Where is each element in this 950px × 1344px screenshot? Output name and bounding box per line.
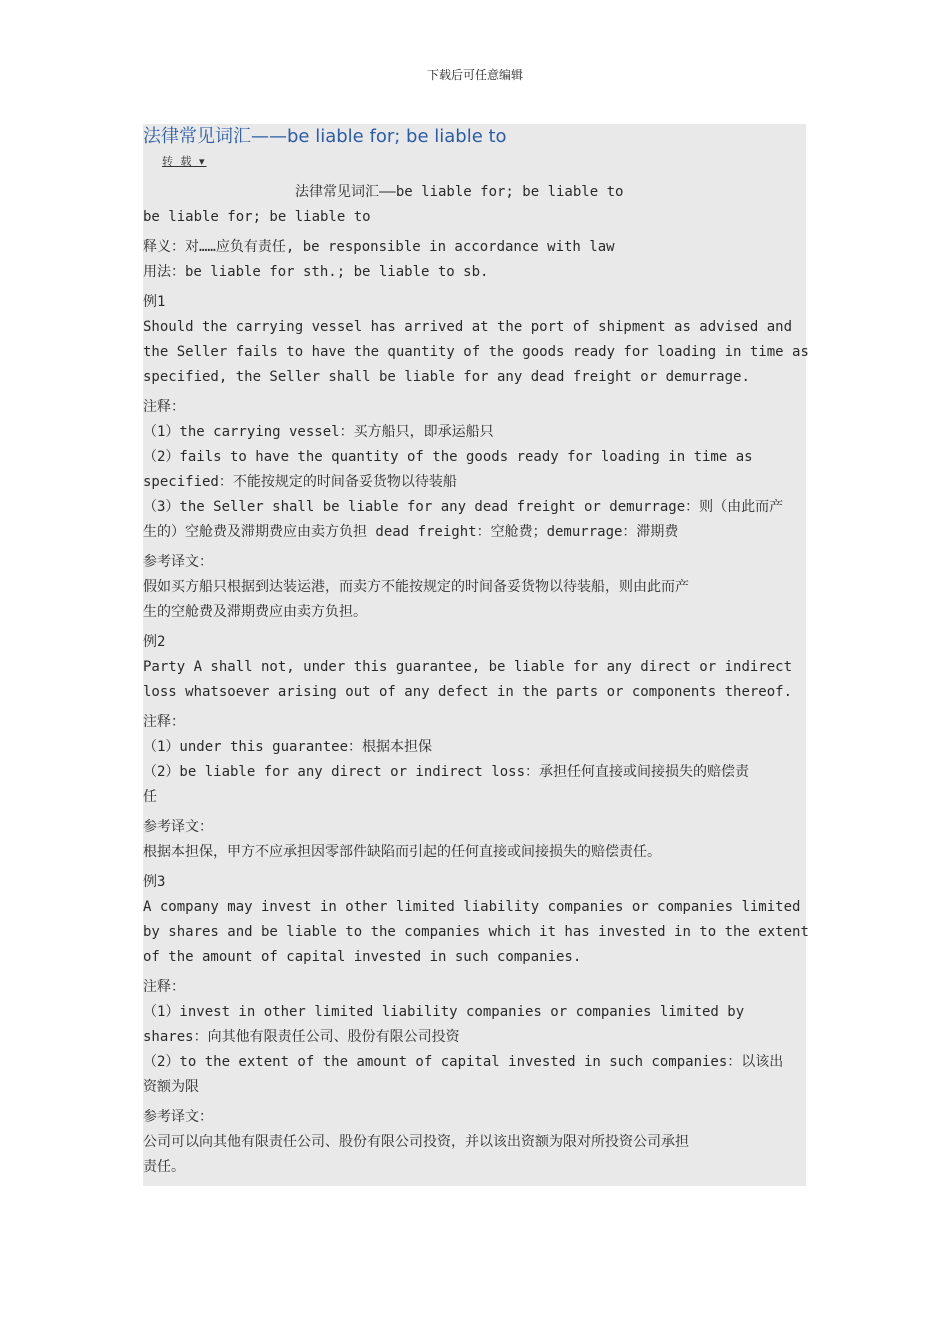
text-line: 注释： (143, 979, 185, 995)
text-line: 参考译文： (143, 819, 213, 835)
text-line: the Seller fails to have the quantity of the goods ready for loading in time as (143, 344, 809, 360)
text-line: 用法：be liable for sth.; be liable to sb. (143, 264, 489, 280)
text-line: 责任。 (143, 1159, 185, 1175)
text-line: 参考译文： (143, 1109, 213, 1125)
article-title[interactable]: 法律常见词汇——be liable for; be liable to (143, 126, 507, 147)
text-line: 任 (143, 789, 157, 805)
text-line: specified, the Seller shall be liable for any dead freight or demurrage. (143, 369, 750, 385)
article-body (143, 205, 809, 1180)
text-line: （3）the Seller shall be liable for any dead freight or demurrage：则（由此而产 (143, 499, 784, 515)
text-line: 资额为限 (143, 1079, 199, 1095)
text-line: 生的）空舱费及滞期费应由卖方负担 dead freight：空舱费；demurrage：滞期费 (143, 524, 679, 540)
text-line: （1）invest in other limited liability companies or companies limited by (143, 1004, 745, 1020)
text-line: 例3 (143, 874, 166, 890)
centered-heading: 法律常见词汇——be liable for; be liable to (295, 184, 624, 200)
text-line: （2）to the extent of the amount of capital invested in such companies：以该出 (143, 1054, 784, 1070)
text-line: 公司可以向其他有限责任公司、股份有限公司投资，并以该出资额为限对所投资公司承担 (143, 1134, 689, 1150)
text-line: （1）under this guarantee：根据本担保 (143, 739, 433, 755)
text-line: Should the carrying vessel has arrived at the port of shipment as advised and (143, 319, 793, 335)
text-line: shares：向其他有限责任公司、股份有限公司投资 (143, 1029, 460, 1045)
repost-link[interactable]: 转 载 ▾ (162, 155, 207, 168)
text-line: A company may invest in other limited liability companies or companies limited (143, 899, 801, 915)
header-note: 下载后可任意编辑 (426, 68, 523, 82)
text-line: be liable for; be liable to (143, 209, 371, 225)
article (143, 124, 809, 1186)
text-line: 生的空舱费及滞期费应由卖方负担。 (143, 604, 367, 620)
text-line: 参考译文： (143, 554, 213, 570)
text-line: （2）fails to have the quantity of the goods ready for loading in time as (143, 449, 753, 465)
text-line: 假如买方船只根据到达装运港，而卖方不能按规定的时间备妥货物以待装船，则由此而产 (143, 579, 689, 595)
text-line: （2）be liable for any direct or indirect loss：承担任何直接或间接损失的赔偿责 (143, 764, 750, 780)
text-line: 根据本担保，甲方不应承担因零部件缺陷而引起的任何直接或间接损失的赔偿责任。 (143, 844, 661, 860)
text-line: specified：不能按规定的时间备妥货物以待装船 (143, 474, 457, 490)
text-line: by shares and be liable to the companies which it has invested in to the extent (143, 924, 809, 940)
text-line: 例2 (143, 634, 166, 650)
text-line: 例1 (143, 294, 166, 310)
text-line: 注释： (143, 399, 185, 415)
text-line: of the amount of capital invested in such companies. (143, 949, 582, 965)
text-line: 注释： (143, 714, 185, 730)
text-line: loss whatsoever arising out of any defect in the parts or components thereof. (143, 684, 793, 700)
text-line: （1）the carrying vessel：买方船只，即承运船只 (143, 424, 494, 440)
text-line: 释义：对……应负有责任, be responsible in accordance with law (143, 239, 615, 255)
text-line: Party A shall not, under this guarantee, be liable for any direct or indirect (143, 659, 793, 675)
